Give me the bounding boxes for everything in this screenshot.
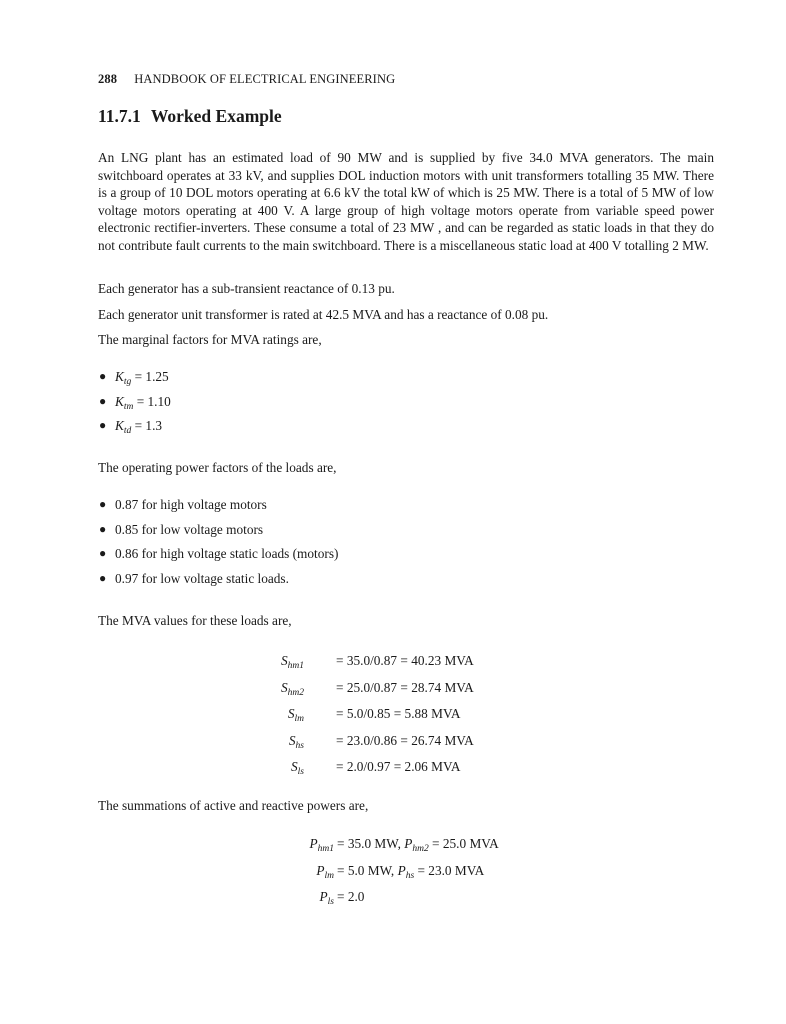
bullet-icon: ● (99, 393, 107, 408)
transformer-paragraph: Each generator unit transformer is rated at 42.5 MVA and has a reactance of 0.08 pu. (98, 307, 549, 322)
bullet-icon: ● (99, 521, 107, 536)
bullet-icon: ● (99, 546, 107, 560)
bullet-icon: ● (99, 497, 107, 511)
marginal-factors-intro: The marginal factors for MVA ratings are, (98, 332, 322, 347)
bullet-icon: ● (99, 369, 107, 383)
list-item: ● $K_{td} = 1.3$ (99, 418, 163, 436)
list-item: ● 0.86 for high voltage static loads (motors) (99, 546, 339, 561)
list-item: ● 0.97 for low voltage static loads. (99, 570, 289, 586)
list-item: ● $K_{tm} = 1.10$ (99, 393, 171, 412)
bullet-icon: ● (99, 570, 107, 585)
running-header (98, 72, 395, 87)
page-number: 288 (98, 72, 118, 86)
list-item: ● $K_{tg} = 1.25$ (99, 369, 169, 387)
mva-values-intro: The MVA values for these loads are, (98, 613, 292, 628)
list-item: ● 0.87 for high voltage motors (99, 497, 267, 512)
bullet-icon: ● (99, 418, 107, 432)
intro-paragraph: An LNG plant has an estimated load of 90 MW and is supplied by five 34.0 MVA generators. The main switchboard operates at 33 kV, and supplies DOL induction motors with unit transformers totalling 35 MW. There is a group of 10 DOL motors operating at 6.6 kV the total kW of which is 25 MW. There is a total of 5 MW of low voltage motors operating at 400 V. A large group of high voltage motors operate from variable speed power electronic rectifier-inverters. These consume a total of 23 MW , and can be regarded as static loads in that they do not contribute fault currents to the main switchboard. There is a miscellaneous static load at 400 V totalling 2 MW. (98, 150, 714, 253)
power-factors-intro: The operating power factors of the loads are, (98, 460, 337, 475)
section-number: 11.7.1 (98, 106, 141, 126)
section-title: Worked Example (150, 106, 282, 126)
summations-intro: The summations of active and reactive powers are, (98, 798, 369, 813)
list-item: ● 0.85 for low voltage motors (99, 521, 264, 537)
section-heading (98, 106, 282, 127)
running-title: HANDBOOK OF ELECTRICAL ENGINEERING (134, 72, 396, 86)
generator-paragraph: Each generator has a sub-transient reactance of 0.13 pu. (98, 281, 395, 296)
marginal-factors-list (98, 369, 171, 443)
document-page: 288 HANDBOOK OF ELECTRICAL ENGINEERING 11.7.1 Worked Example An LNG plant has an estimated load of 90 MW and is supplied by five 34.0 MVA generators. The main switchboard operates at 33 kV, and supplies DOL induction motors with unit transformers totalling 35 MW. There is a group of 10 DOL motors operating at 6.6 kV the total kW of which is 25 MW. There is a total of 5 MW of low voltage motors operating at 400 V. A large group of high voltage motors operate from variable speed power electronic rectifier-inverters. These consume a total of 23 MW , and can be regarded as static loads in that they do not contribute fault currents to the main switchboard. There is a miscellaneous static load at 400 V totalling 2 MW. Each generator has a sub-transient reactance of 0.13 pu. Each generator unit transformer is rated at 42.5 MVA and has a reactance of 0.08 pu. The marginal factors for MVA ratings are, ● $K_{tg} = 1.25$ ● $K_{tm} = 1.10$ ● $K_{td} = 1.3$ The operating power factors of the loads are, ● 0.87 for high voltage motors ● 0.85 for low voltage motors ● 0.86 for high voltage static loads (motors) ● 0.97 for low voltage static loads. The MVA values for these loads are, $S_{hm1}$ = 35.0/0.87 = 40.23 MVA $S_{hm2}$ = 25.0/0.87 = 28.74 MVA $S_{lm}$ = 5.0/0.85 = 5.88 MVA $S_{hs}$ = 23.0/0.86 = 26.74 MVA $S_{ls}$ = 2.0/0.97 = 2.06 MVA The summations of active and reactive powers are, $P_{hm1}$ = 35.0 MW, $P_{hm2} = 25.0$ MVA $P_{lm}$ = 5.0 MW, $P_{hs} = 23.0$ MVA $P_{ls}$ = 2.0 (98, 72, 714, 907)
power-factors-list (98, 497, 338, 595)
